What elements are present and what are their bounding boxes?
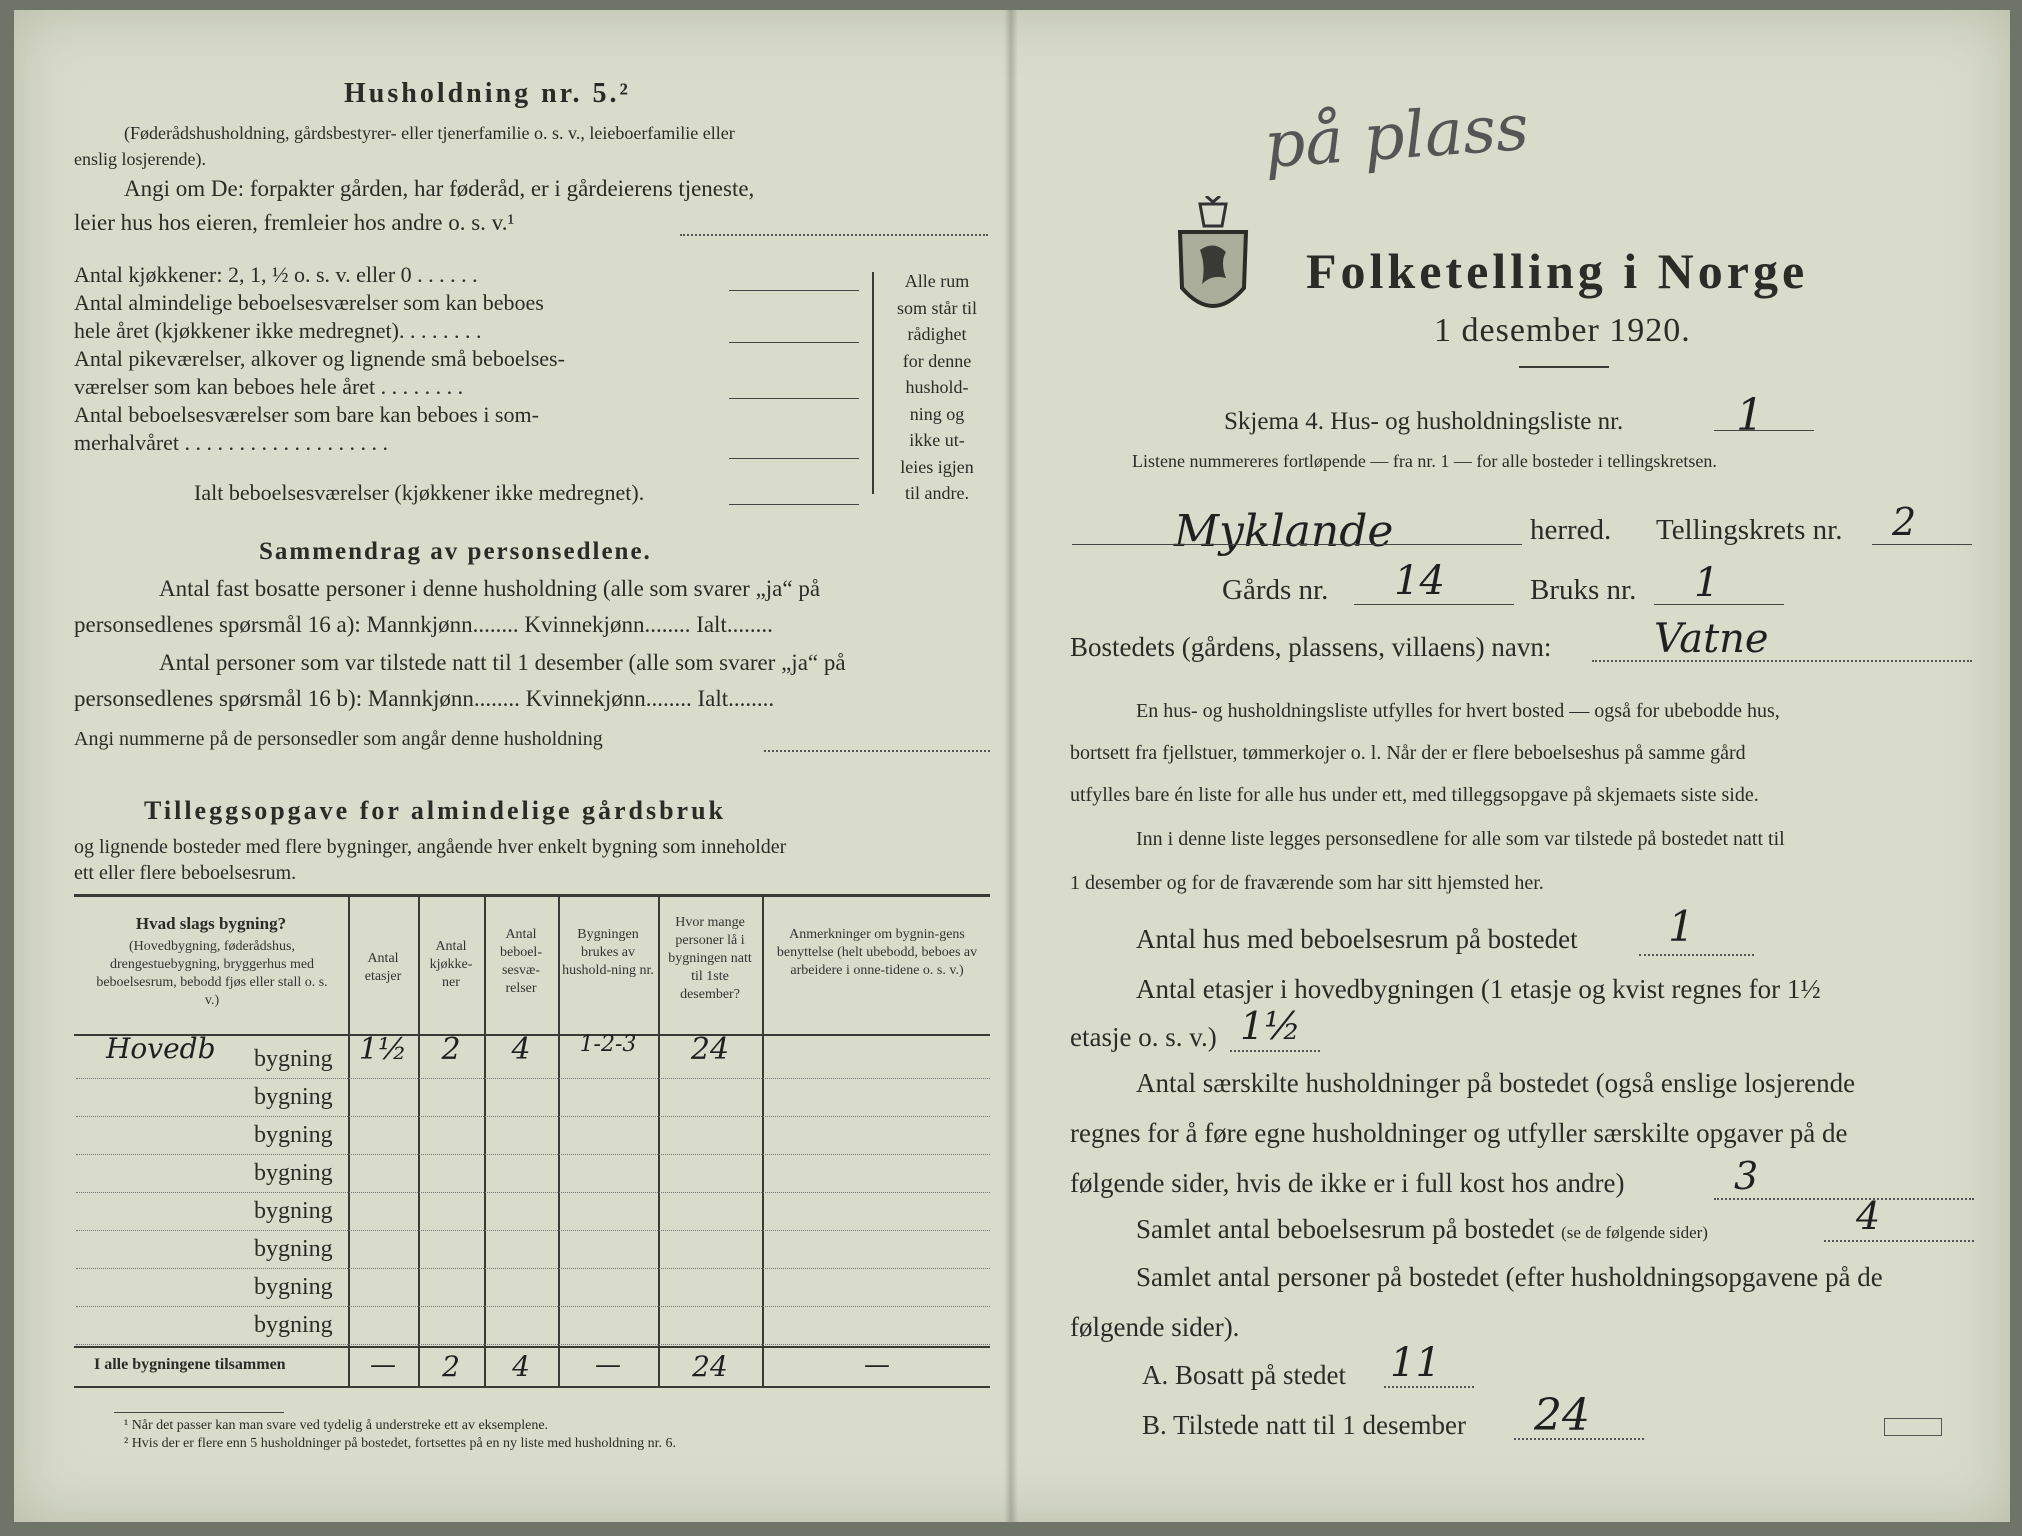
total-kitchens: 2 [442,1350,460,1383]
table-row [76,1154,990,1193]
schema-number-line [1714,430,1814,431]
numbers-answer-line [764,750,990,752]
municipality-line [1072,544,1522,545]
brace-note-line: ning og [909,403,965,424]
answer-present: 24 [1534,1390,1590,1441]
table-row [76,1230,990,1269]
total-rooms: 4 [512,1350,530,1383]
residence-name-line [1592,660,1972,662]
col-header-rooms: Antal beboel-sesvæ-relser [500,927,542,996]
question-total-rooms [1136,1214,1708,1245]
col-header-remarks: Anmerkninger om bygnin-gens benyttelse (helt ubebodd, beboes av arbeidere i onne-tidene o. s. v.) [776,927,978,978]
answer-total-rooms: 4 [1856,1194,1881,1238]
form-date: 1 desember 1920. [1434,312,1691,349]
farm-number-label: Gårds nr. [1222,574,1329,606]
instruction-2: bortsett fra fjellstuer, tømmerkojer o. l. Når der er flere beboelseshus på samme gård [1070,742,1746,764]
summary-line-5: Angi nummerne på de personsedler som angår denne husholdning [74,728,603,750]
table-bottom-rule [74,1386,990,1388]
col-header-kitchens: Antal kjøkke-ner [429,939,473,990]
schema-label: Skjema 4. Hus- og husholdningsliste nr. [1224,408,1624,435]
table-row [76,1116,990,1155]
footnote-rule [114,1412,284,1413]
table-row [76,1268,990,1307]
col-header-household: Bygningen brukes av hushold-ning nr. [562,927,654,978]
question-total-persons: Samlet antal personer på bostedet (efter husholdningsopgavene på de [1136,1262,1883,1292]
brace-note-line: ikke ut- [909,430,965,450]
municipality-label: herred. [1530,514,1612,546]
holding-number-label: Bruks nr. [1530,574,1637,606]
supplement-line-2: ett eller flere beboelsesrum. [74,862,297,884]
district-number: 2 [1892,500,1917,544]
printer-stamp [1884,1418,1942,1436]
footnote-1: ¹ Når det passer kan man svare ved tydelig å understreke ett av eksemplene. [124,1418,549,1433]
municipality-value: Myklande [1174,506,1394,557]
brace-note-line: Alle rum [904,271,970,291]
building-label: bygning [254,1160,333,1186]
table-row [76,1192,990,1231]
question-total-persons-2: følgende sider). [1070,1312,1240,1342]
schema-number: 1 [1736,390,1764,441]
question-total-rooms-note: (se de følgende sider) [1561,1223,1708,1242]
question-households-3: følgende sider, hvis de ikke er i full kost hos andre) [1070,1168,1625,1198]
brace-note-line: til andre. [905,483,969,503]
col-header-floors: Antal etasjer [364,951,402,984]
table-top-rule [74,894,990,897]
building-label: bygning [254,1198,333,1224]
answer-present-line [1514,1438,1644,1440]
household-title: Husholdning nr. 5.² [344,78,631,109]
answer-total-rooms-line [1824,1240,1974,1242]
answer-underline [729,504,859,505]
holding-number-value: 1 [1694,560,1720,606]
brace-note-line: som står til [897,297,977,318]
numbering-note: Listene nummereres fortløpende — fra nr. 1 — for alle bosteder i tellingskretsen. [1132,451,1717,471]
cell-kj: 2 [441,1032,461,1067]
brace-note-line: rådighet [907,324,967,344]
total-persons: 24 [692,1350,728,1383]
col-header-type: Hvad slags bygning? [135,914,287,933]
cell-hus: 1-2-3 [579,1032,637,1057]
form-title: Folketelling i Norge [1306,243,1809,299]
total-floors: — [370,1350,396,1380]
summer-rooms-line-2: merhalvåret . . . . . . . . . . . . . . . . . . . [74,430,389,455]
district-line [1872,544,1972,545]
summary-line-4: personsedlenes spørsmål 16 b): Mannkjønn........ Kvinnekjønn........ Ialt........ [74,686,775,711]
answer-houses: 1 [1668,902,1695,951]
holding-number-line [1654,604,1784,605]
answer-underline [729,458,859,459]
angi-answer-line [680,234,988,236]
question-present: B. Tilstede natt til 1 desember [1142,1410,1466,1440]
rooms-line-2: hele året (kjøkkener ikke medregnet). . . . . . . . [74,318,482,343]
supplement-line-1: og lignende bosteder med flere bygninger, angående hver enkelt bygning som inneholder [74,836,787,858]
page-fold [1004,10,1018,1522]
building-type-value: Hovedb [106,1032,216,1065]
building-label: bygning [254,1236,333,1262]
table-total-rule [74,1346,990,1348]
instruction-3: utfylles bare én liste for alle hus under ett, med tilleggsopgave på skjemaets siste side. [1070,784,1759,806]
summary-line-2: personsedlenes spørsmål 16 a): Mannkjønn........ Kvinnekjønn........ Ialt........ [74,612,773,637]
building-label: bygning [254,1122,333,1148]
answer-underline [729,398,859,399]
building-label: bygning [254,1084,333,1110]
table-row [76,1306,990,1345]
instruction-1: En hus- og husholdningsliste utfylles for hvert bosted — også for ubebodde hus, [1136,700,1780,722]
farm-number-line [1354,604,1514,605]
table-row [76,1078,990,1117]
answer-floors: 1½ [1240,1004,1302,1048]
residence-name-label: Bostedets (gårdens, plassens, villaens) navn: [1070,632,1552,662]
instruction-4: Inn i denne liste legges personsedlene for alle som var tilstede på bostedet natt til [1136,828,1785,850]
question-households-2: regnes for å føre egne husholdninger og utfyller særskilte opgaver på de [1070,1118,1848,1148]
answer-households-line [1714,1198,1974,1200]
answer-resident-line [1384,1386,1474,1388]
farm-number-value: 14 [1394,558,1445,604]
brace [872,272,874,494]
instruction-5: 1 desember og for de fraværende som har sitt hjemsted her. [1070,872,1544,894]
answer-households: 3 [1734,1154,1759,1198]
question-houses: Antal hus med beboelsesrum på bostedet [1136,924,1578,954]
date-underline [1519,366,1609,368]
rooms-line-1: Antal almindelige beboelsesværelser som kan beboes [74,290,544,315]
col-header-type-desc: (Hovedbygning, føderådshus, drengestuebygning, bryggerhus med beboelsesrum, bebodd fjøs eller stall o. s. v.) [96,939,328,1008]
col-header-persons: Hvor mange personer lå i bygningen natt til 1ste desember? [668,915,752,1002]
footnote-2: ² Hvis der er flere enn 5 husholdninger på bostedet, fortsettes på en ny liste med husholdning nr. 6. [124,1436,677,1451]
census-form-sheet [14,10,2010,1522]
cell-rom: 4 [511,1032,531,1067]
question-households: Antal særskilte husholdninger på bostedet (også enslige losjerende [1136,1068,1856,1098]
kitchens-line: Antal kjøkkener: 2, 1, ½ o. s. v. eller 0 . . . . . . [74,262,478,287]
cell-pers: 24 [690,1032,730,1067]
total-remarks: — [864,1350,890,1380]
household-subtitle: (Føderådshusholdning, gårdsbestyrer- eller tjenerfamilie o. s. v., leieboerfamilie eller [124,123,735,143]
maid-rooms-line-1: Antal pikeværelser, alkover og lignende små beboelses- [74,346,565,371]
summary-line-1: Antal fast bosatte personer i denne husholdning (alle som svarer „ja“ på [159,576,821,601]
total-household: — [595,1350,621,1380]
answer-underline [729,342,859,343]
answer-underline [729,290,859,291]
total-row-label: I alle bygningene tilsammen [94,1356,286,1373]
question-resident: A. Bosatt på stedet [1142,1360,1346,1390]
total-rooms-line: Ialt beboelsesværelser (kjøkkener ikke medregnet). [194,480,645,505]
summary-title: Sammendrag av personsedlene. [259,538,652,565]
angi-line-1: Angi om De: forpakter gården, har føderåd, er i gårdeierens tjeneste, [124,176,755,201]
question-total-rooms-text: Samlet antal beboelsesrum på bostedet [1136,1214,1555,1244]
norwegian-coat-of-arms-icon [1170,196,1256,328]
answer-houses-line [1639,954,1754,956]
cell-et: 1½ [358,1032,408,1067]
supplement-title: Tilleggsopgave for almindelige gårdsbruk [144,796,727,825]
brace-note-line: hushold- [905,377,969,397]
household-subtitle-2: enslig losjerende). [74,149,206,169]
angi-line-2: leier hus hos eieren, fremleier hos andre o. s. v.¹ [74,210,515,235]
answer-resident: 11 [1390,1340,1441,1386]
residence-name-value: Vatne [1654,616,1769,662]
summer-rooms-line-1: Antal beboelsesværelser som bare kan beboes i som- [74,402,539,427]
brace-note-line: leies igjen [900,456,974,477]
building-label: bygning [254,1274,333,1300]
question-floors: Antal etasjer i hovedbygningen (1 etasje og kvist regnes for 1½ [1136,974,1821,1004]
brace-note-line: for denne [902,350,972,371]
district-label: Tellingskrets nr. [1656,514,1843,546]
building-label: bygning [254,1312,333,1338]
answer-floors-line [1230,1050,1320,1052]
maid-rooms-line-2: værelser som kan beboes hele året . . . . . . . . [74,374,464,399]
handwritten-note: på plass [1261,90,1532,184]
building-label: bygning [254,1046,333,1072]
brace-note [882,268,992,507]
question-floors-2: etasje o. s. v.) [1070,1022,1217,1052]
summary-line-3: Antal personer som var tilstede natt til 1 desember (alle som svarer „ja“ på [159,650,846,675]
